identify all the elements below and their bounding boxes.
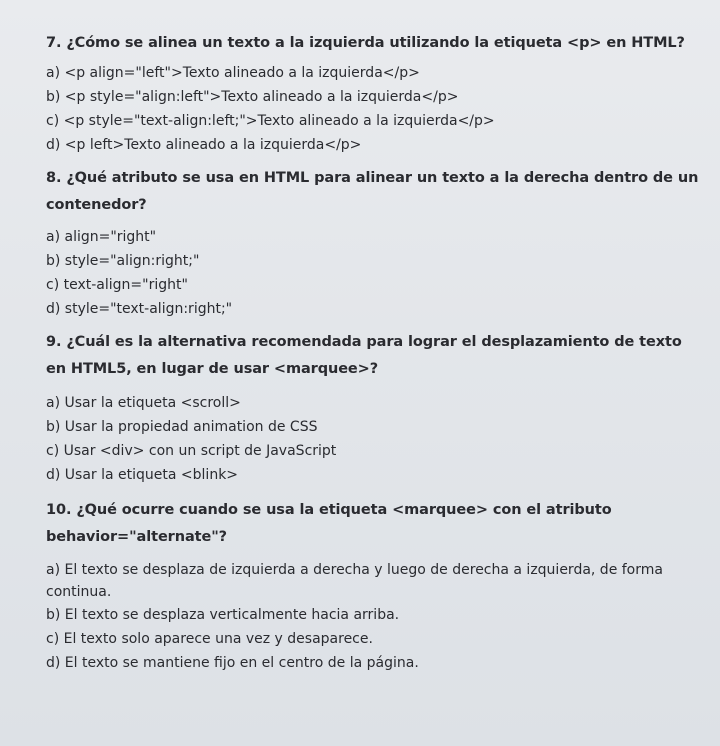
question-8-option-a: a) align="right" (46, 229, 157, 245)
question-9-options (46, 391, 700, 487)
question-8-text: 8. ¿Qué atributo se usa en HTML para alinear un texto a la derecha dentro de un contenedor? (46, 170, 699, 213)
question-7-option-d: d) <p left>Texto alineado a la izquierda</p> (46, 137, 362, 153)
question-9-option-c: c) Usar <div> con un script de JavaScript (46, 443, 337, 459)
question-7-option-c: c) <p style="text-align:left;">Texto alineado a la izquierda</p> (46, 113, 495, 129)
question-8-options (46, 225, 700, 321)
question-8-option-d: d) style="text-align:right;" (46, 301, 233, 317)
question-9-text: 9. ¿Cuál es la alternativa recomendada para lograr el desplazamiento de texto en HTML5, en lugar de usar <marquee>? (46, 334, 682, 377)
question-10 (46, 497, 700, 675)
question-10-option-b: b) El texto se desplaza verticalmente hacia arriba. (46, 607, 400, 623)
question-7-text: 7. ¿Cómo se alinea un texto a la izquierda utilizando la etiqueta <p> en HTML? (46, 35, 685, 51)
question-8-option-b: b) style="align:right;" (46, 253, 200, 269)
question-9-option-b: b) Usar la propiedad animation de CSS (46, 419, 318, 435)
question-9-option-a: a) Usar la etiqueta <scroll> (46, 395, 241, 411)
question-8-option-c: c) text-align="right" (46, 277, 188, 293)
question-8 (46, 165, 700, 321)
question-10-option-a: a) El texto se desplaza de izquierda a derecha y luego de derecha a izquierda, de forma continua. (46, 562, 663, 600)
question-10-options (46, 559, 700, 675)
question-7-options (46, 61, 700, 157)
question-7-option-a: a) <p align="left">Texto alineado a la izquierda</p> (46, 65, 420, 81)
question-9 (46, 329, 700, 487)
question-9-option-d: d) Usar la etiqueta <blink> (46, 467, 239, 483)
question-7 (46, 30, 700, 157)
question-10-option-c: c) El texto solo aparece una vez y desaparece. (46, 631, 373, 647)
question-10-option-d: d) El texto se mantiene fijo en el centro de la página. (46, 655, 419, 671)
question-7-option-b: b) <p style="align:left">Texto alineado a la izquierda</p> (46, 89, 459, 105)
question-10-text: 10. ¿Qué ocurre cuando se usa la etiqueta <marquee> con el atributo behavior="alternate"? (46, 502, 612, 545)
